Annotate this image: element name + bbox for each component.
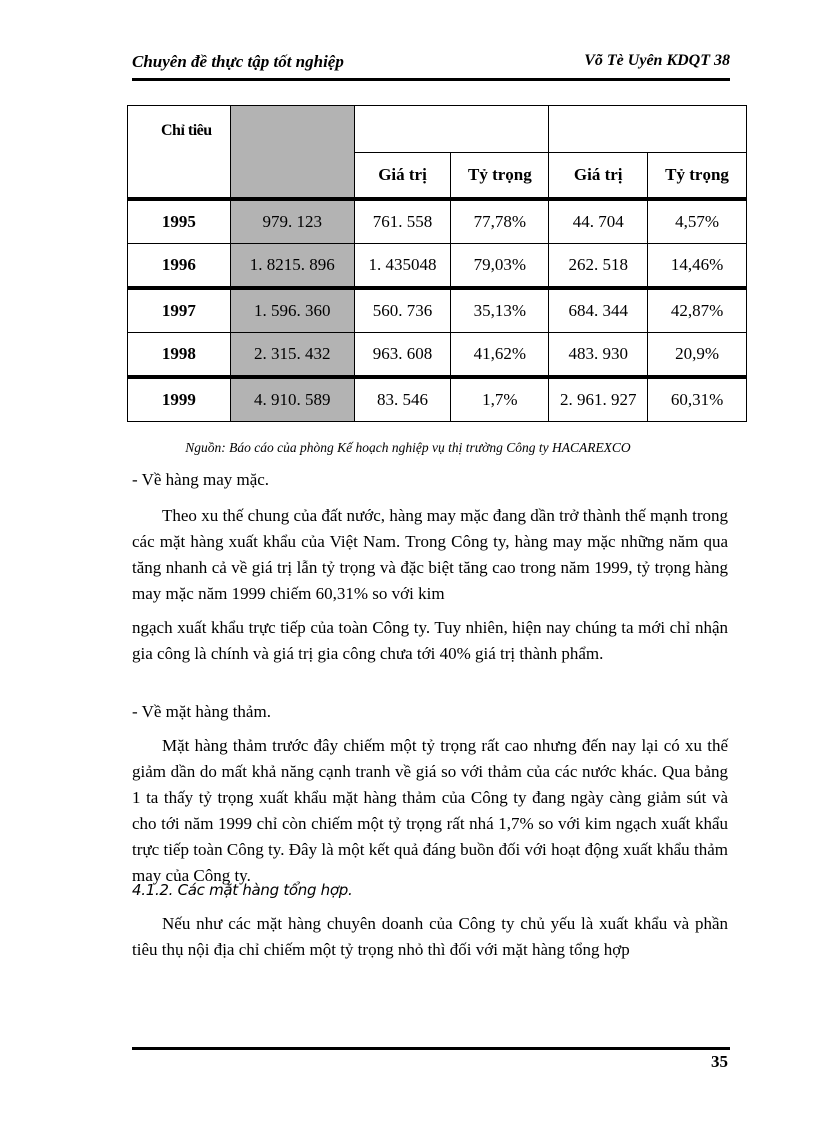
table-subheader: Tỷ trọng [648, 153, 747, 200]
table-cell: 83. 546 [354, 377, 451, 422]
table-row [128, 244, 747, 289]
table-cell: 41,62% [451, 333, 549, 378]
table-row [128, 288, 747, 333]
paragraph-garments-continued: ngạch xuất khẩu trực tiếp của toàn Công ty. Tuy nhiên, hiện nay chúng ta mới chỉ nhận gia công là chính và giá trị gia công chưa tới 40% giá trị thành phẩm. [132, 618, 728, 663]
table-cell-total: 4. 910. 589 [230, 377, 354, 422]
table-cell: 4,57% [648, 199, 747, 244]
table-cell: 761. 558 [354, 199, 451, 244]
table-cell: 963. 608 [354, 333, 451, 378]
header-rule [132, 78, 730, 81]
table-cell: 1,7% [451, 377, 549, 422]
table-row [128, 199, 747, 244]
table-cell-total: 979. 123 [230, 199, 354, 244]
bullet-garments: - Về hàng may mặc. [132, 470, 270, 489]
footer-rule [132, 1047, 730, 1050]
table-corner-label: Chỉ tiêu [128, 106, 231, 200]
table-cell: 14,46% [648, 244, 747, 289]
table-cell-year: 1996 [128, 244, 231, 289]
header-title: Chuyên đề thực tập tốt nghiệp [132, 52, 344, 71]
table-cell: 560. 736 [354, 288, 451, 333]
table-cell: 2. 961. 927 [549, 377, 648, 422]
section-subheading: 4.1.2. Các mặt hàng tổng hợp. [132, 881, 353, 899]
table-cell-year: 1995 [128, 199, 231, 244]
table-row [128, 333, 747, 378]
table-cell: 60,31% [648, 377, 747, 422]
bullet-carpets: - Về mặt hàng thảm. [132, 702, 271, 721]
table-cell-total: 1. 8215. 896 [230, 244, 354, 289]
header-author: Võ Tè Uyên KDQT 38 [584, 52, 730, 69]
table-cell: 42,87% [648, 288, 747, 333]
table-group-header-1 [354, 106, 549, 153]
table-cell: 1. 435048 [354, 244, 451, 289]
table-cell-total: 1. 596. 360 [230, 288, 354, 333]
table-cell-year: 1998 [128, 333, 231, 378]
table-cell-year: 1997 [128, 288, 231, 333]
table-cell: 79,03% [451, 244, 549, 289]
table-cell: 44. 704 [549, 199, 648, 244]
table-source-note: Nguồn: Báo cáo của phòng Kế hoạch nghiệp vụ thị trường Công ty HACAREXCO [185, 440, 631, 455]
table-subheader: Giá trị [549, 153, 648, 200]
table-cell-total: 2. 315. 432 [230, 333, 354, 378]
table-cell: 35,13% [451, 288, 549, 333]
table-row [128, 377, 747, 422]
export-table [127, 105, 747, 422]
table-group-header-2 [549, 106, 747, 153]
table-header-row [128, 106, 747, 153]
table-cell: 262. 518 [549, 244, 648, 289]
table-cell: 20,9% [648, 333, 747, 378]
page-header [132, 50, 730, 74]
table-subheader: Tỷ trọng [451, 153, 549, 200]
paragraph-general-goods: Nếu như các mặt hàng chuyên doanh của Công ty chủ yếu là xuất khẩu và phần tiêu thụ nội địa chỉ chiếm một tỷ trọng nhỏ thì đối với mặt hàng tổng hợp [132, 914, 728, 959]
table-total-header [230, 106, 354, 200]
table-cell-year: 1999 [128, 377, 231, 422]
paragraph-garments: Theo xu thế chung của đất nước, hàng may mặc đang dần trở thành thế mạnh trong các mặt hàng xuất khẩu của Việt Nam. Trong Công ty, hàng may mặc những năm qua tăng nhanh cả về giá trị lẫn tỷ trọng và đặc biệt tăng cao trong năm 1999, tỷ trọng hàng may mặc năm 1999 chiếm 60,31% so với kim [132, 506, 728, 603]
table-cell: 77,78% [451, 199, 549, 244]
page-number: 35 [711, 1052, 728, 1071]
table-cell: 483. 930 [549, 333, 648, 378]
table-subheader: Giá trị [354, 153, 451, 200]
paragraph-carpets: Mặt hàng thảm trước đây chiếm một tỷ trọng rất cao nhưng đến nay lại có xu thế giảm dần do mất khả năng cạnh tranh về giá so với thảm của các nước khác. Qua bảng 1 ta thấy tỷ trọng xuất khẩu mặt hàng thảm của Công ty đang ngày càng giảm sút và cho tới năm 1999 chỉ còn chiếm một tỷ trọng rất nhá 1,7% so với kim ngạch xuất khẩu trực tiếp toàn Công ty. Đây là một kết quả đáng buồn đối với hoạt động xuất khẩu thảm may của Công ty. [132, 736, 728, 885]
table-cell: 684. 344 [549, 288, 648, 333]
